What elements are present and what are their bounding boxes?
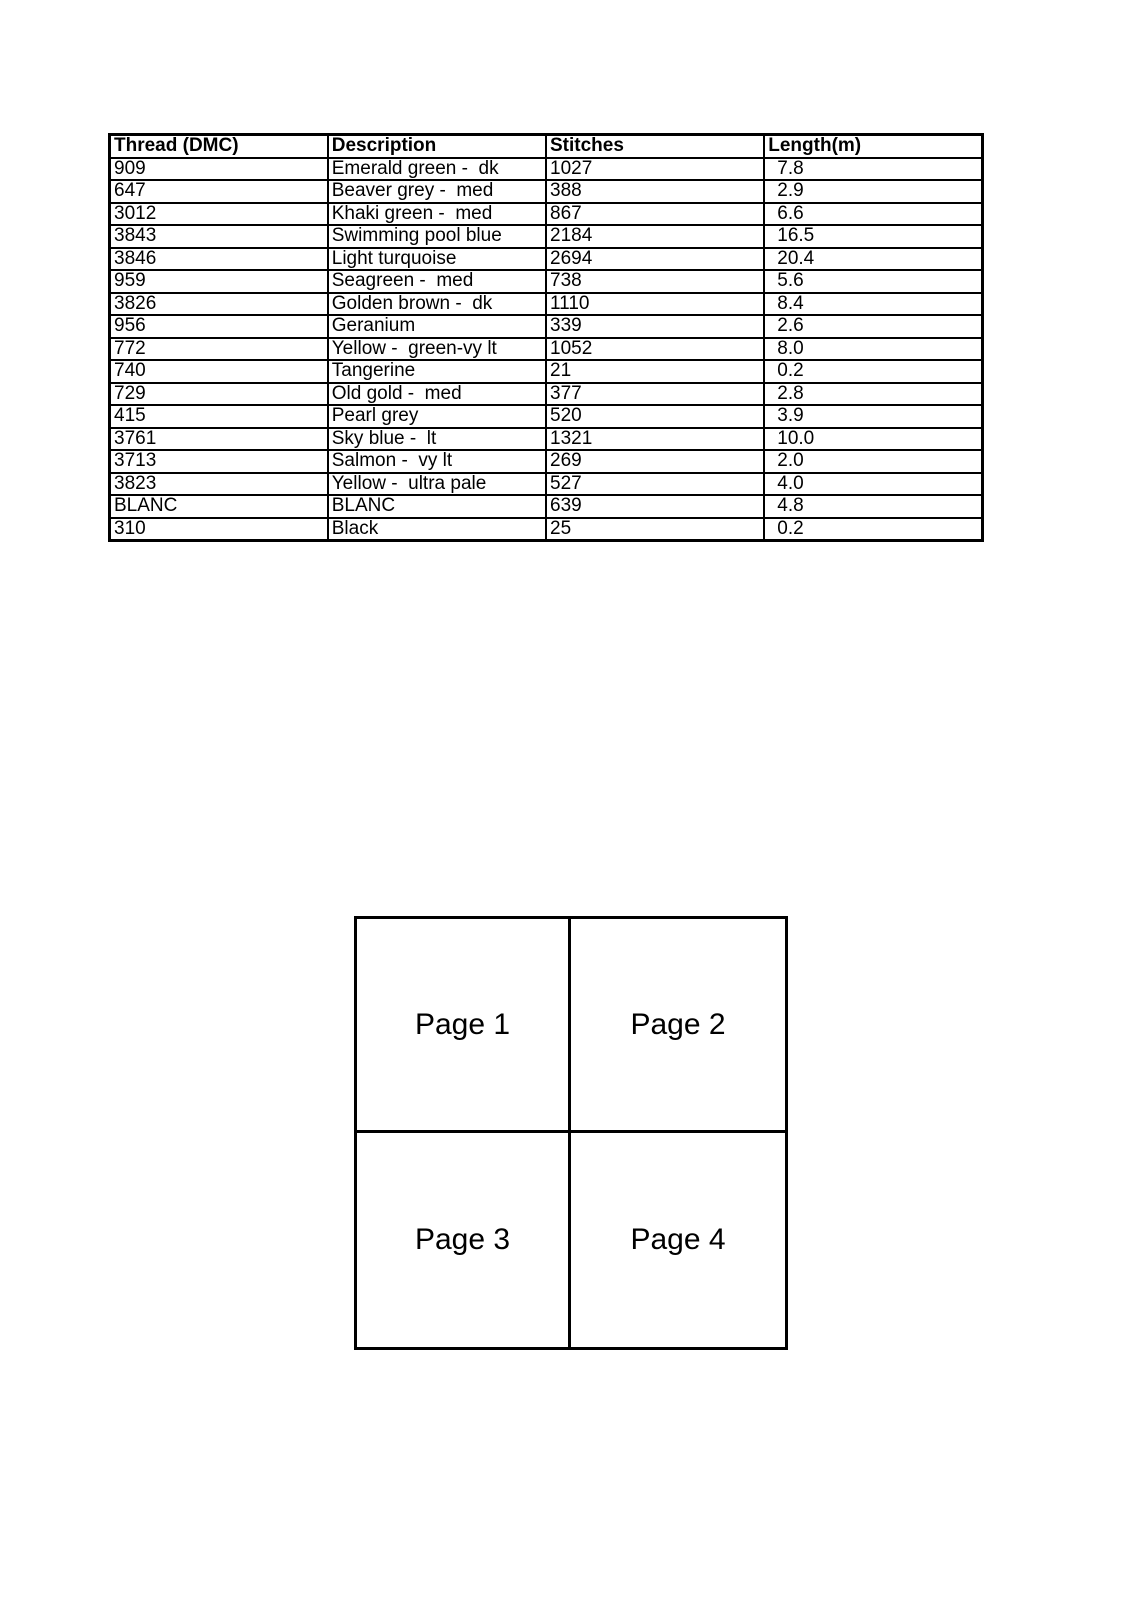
cell-thread: 3826 — [110, 293, 328, 316]
column-header-stitches: Stitches — [546, 135, 764, 158]
cell-length: 8.4 — [764, 293, 982, 316]
cell-length: 2.8 — [764, 383, 982, 406]
cell-stitches: 639 — [546, 495, 764, 518]
cell-length: 2.6 — [764, 315, 982, 338]
cell-thread: 740 — [110, 360, 328, 383]
table-row — [110, 360, 983, 383]
table-row — [110, 270, 983, 293]
cell-stitches: 1027 — [546, 158, 764, 181]
cell-thread: BLANC — [110, 495, 328, 518]
cell-description: Sky blue - lt — [328, 428, 546, 451]
table-row — [110, 405, 983, 428]
cell-length: 0.2 — [764, 518, 982, 541]
cell-description: Beaver grey - med — [328, 180, 546, 203]
cell-thread: 3012 — [110, 203, 328, 226]
cell-description: Yellow - ultra pale — [328, 473, 546, 496]
cell-thread: 3846 — [110, 248, 328, 271]
cell-thread: 3761 — [110, 428, 328, 451]
cell-thread: 3823 — [110, 473, 328, 496]
page-cell-2: Page 2 — [571, 919, 785, 1133]
table-row — [110, 495, 983, 518]
cell-thread: 3713 — [110, 450, 328, 473]
cell-thread: 310 — [110, 518, 328, 541]
table-row — [110, 158, 983, 181]
cell-length: 6.6 — [764, 203, 982, 226]
table-row — [110, 518, 983, 541]
cell-description: Pearl grey — [328, 405, 546, 428]
cell-stitches: 527 — [546, 473, 764, 496]
cell-length: 5.6 — [764, 270, 982, 293]
table-row — [110, 450, 983, 473]
table-row — [110, 225, 983, 248]
cell-description: Geranium — [328, 315, 546, 338]
table-row — [110, 338, 983, 361]
cell-stitches: 1052 — [546, 338, 764, 361]
table-row — [110, 293, 983, 316]
cell-length: 16.5 — [764, 225, 982, 248]
column-header-description: Description — [328, 135, 546, 158]
cell-length: 10.0 — [764, 428, 982, 451]
cell-length: 20.4 — [764, 248, 982, 271]
cell-length: 2.9 — [764, 180, 982, 203]
cell-stitches: 269 — [546, 450, 764, 473]
table-row — [110, 428, 983, 451]
table-row — [110, 473, 983, 496]
cell-stitches: 388 — [546, 180, 764, 203]
thread-table-body — [110, 158, 983, 541]
cell-description: Seagreen - med — [328, 270, 546, 293]
cell-stitches: 2694 — [546, 248, 764, 271]
cell-thread: 956 — [110, 315, 328, 338]
table-row — [110, 203, 983, 226]
cell-stitches: 520 — [546, 405, 764, 428]
cell-thread: 772 — [110, 338, 328, 361]
cell-description: Old gold - med — [328, 383, 546, 406]
table-row — [110, 248, 983, 271]
column-header-length: Length(m) — [764, 135, 982, 158]
thread-table — [108, 133, 984, 542]
cell-thread: 415 — [110, 405, 328, 428]
cell-description: Swimming pool blue — [328, 225, 546, 248]
cell-thread: 909 — [110, 158, 328, 181]
cell-description: Emerald green - dk — [328, 158, 546, 181]
cell-length: 7.8 — [764, 158, 982, 181]
cell-length: 2.0 — [764, 450, 982, 473]
cell-stitches: 867 — [546, 203, 764, 226]
cell-stitches: 738 — [546, 270, 764, 293]
cell-description: Golden brown - dk — [328, 293, 546, 316]
cell-thread: 647 — [110, 180, 328, 203]
cell-length: 0.2 — [764, 360, 982, 383]
page-cell-1: Page 1 — [357, 919, 571, 1133]
cell-length: 8.0 — [764, 338, 982, 361]
cell-stitches: 25 — [546, 518, 764, 541]
page-cell-4: Page 4 — [630, 1223, 726, 1256]
table-row — [110, 383, 983, 406]
cell-length: 4.0 — [764, 473, 982, 496]
cell-stitches: 377 — [546, 383, 764, 406]
cell-stitches: 339 — [546, 315, 764, 338]
cell-stitches: 21 — [546, 360, 764, 383]
cell-thread: 959 — [110, 270, 328, 293]
cell-length: 3.9 — [764, 405, 982, 428]
table-header-row — [110, 135, 983, 158]
cell-description: Salmon - vy lt — [328, 450, 546, 473]
cell-description: Khaki green - med — [328, 203, 546, 226]
cell-description: Light turquoise — [328, 248, 546, 271]
cell-description: Tangerine — [328, 360, 546, 383]
cell-stitches: 2184 — [546, 225, 764, 248]
cell-description: Yellow - green-vy lt — [328, 338, 546, 361]
cell-description: Black — [328, 518, 546, 541]
column-header-thread: Thread (DMC) — [110, 135, 328, 158]
table-row — [110, 315, 983, 338]
page-cell-3: Page 3 — [357, 1133, 571, 1347]
page-layout-grid — [354, 916, 788, 1350]
cell-description: BLANC — [328, 495, 546, 518]
cell-stitches: 1321 — [546, 428, 764, 451]
cell-stitches: 1110 — [546, 293, 764, 316]
cell-thread: 729 — [110, 383, 328, 406]
cell-length: 4.8 — [764, 495, 982, 518]
cell-thread: 3843 — [110, 225, 328, 248]
table-row — [110, 180, 983, 203]
